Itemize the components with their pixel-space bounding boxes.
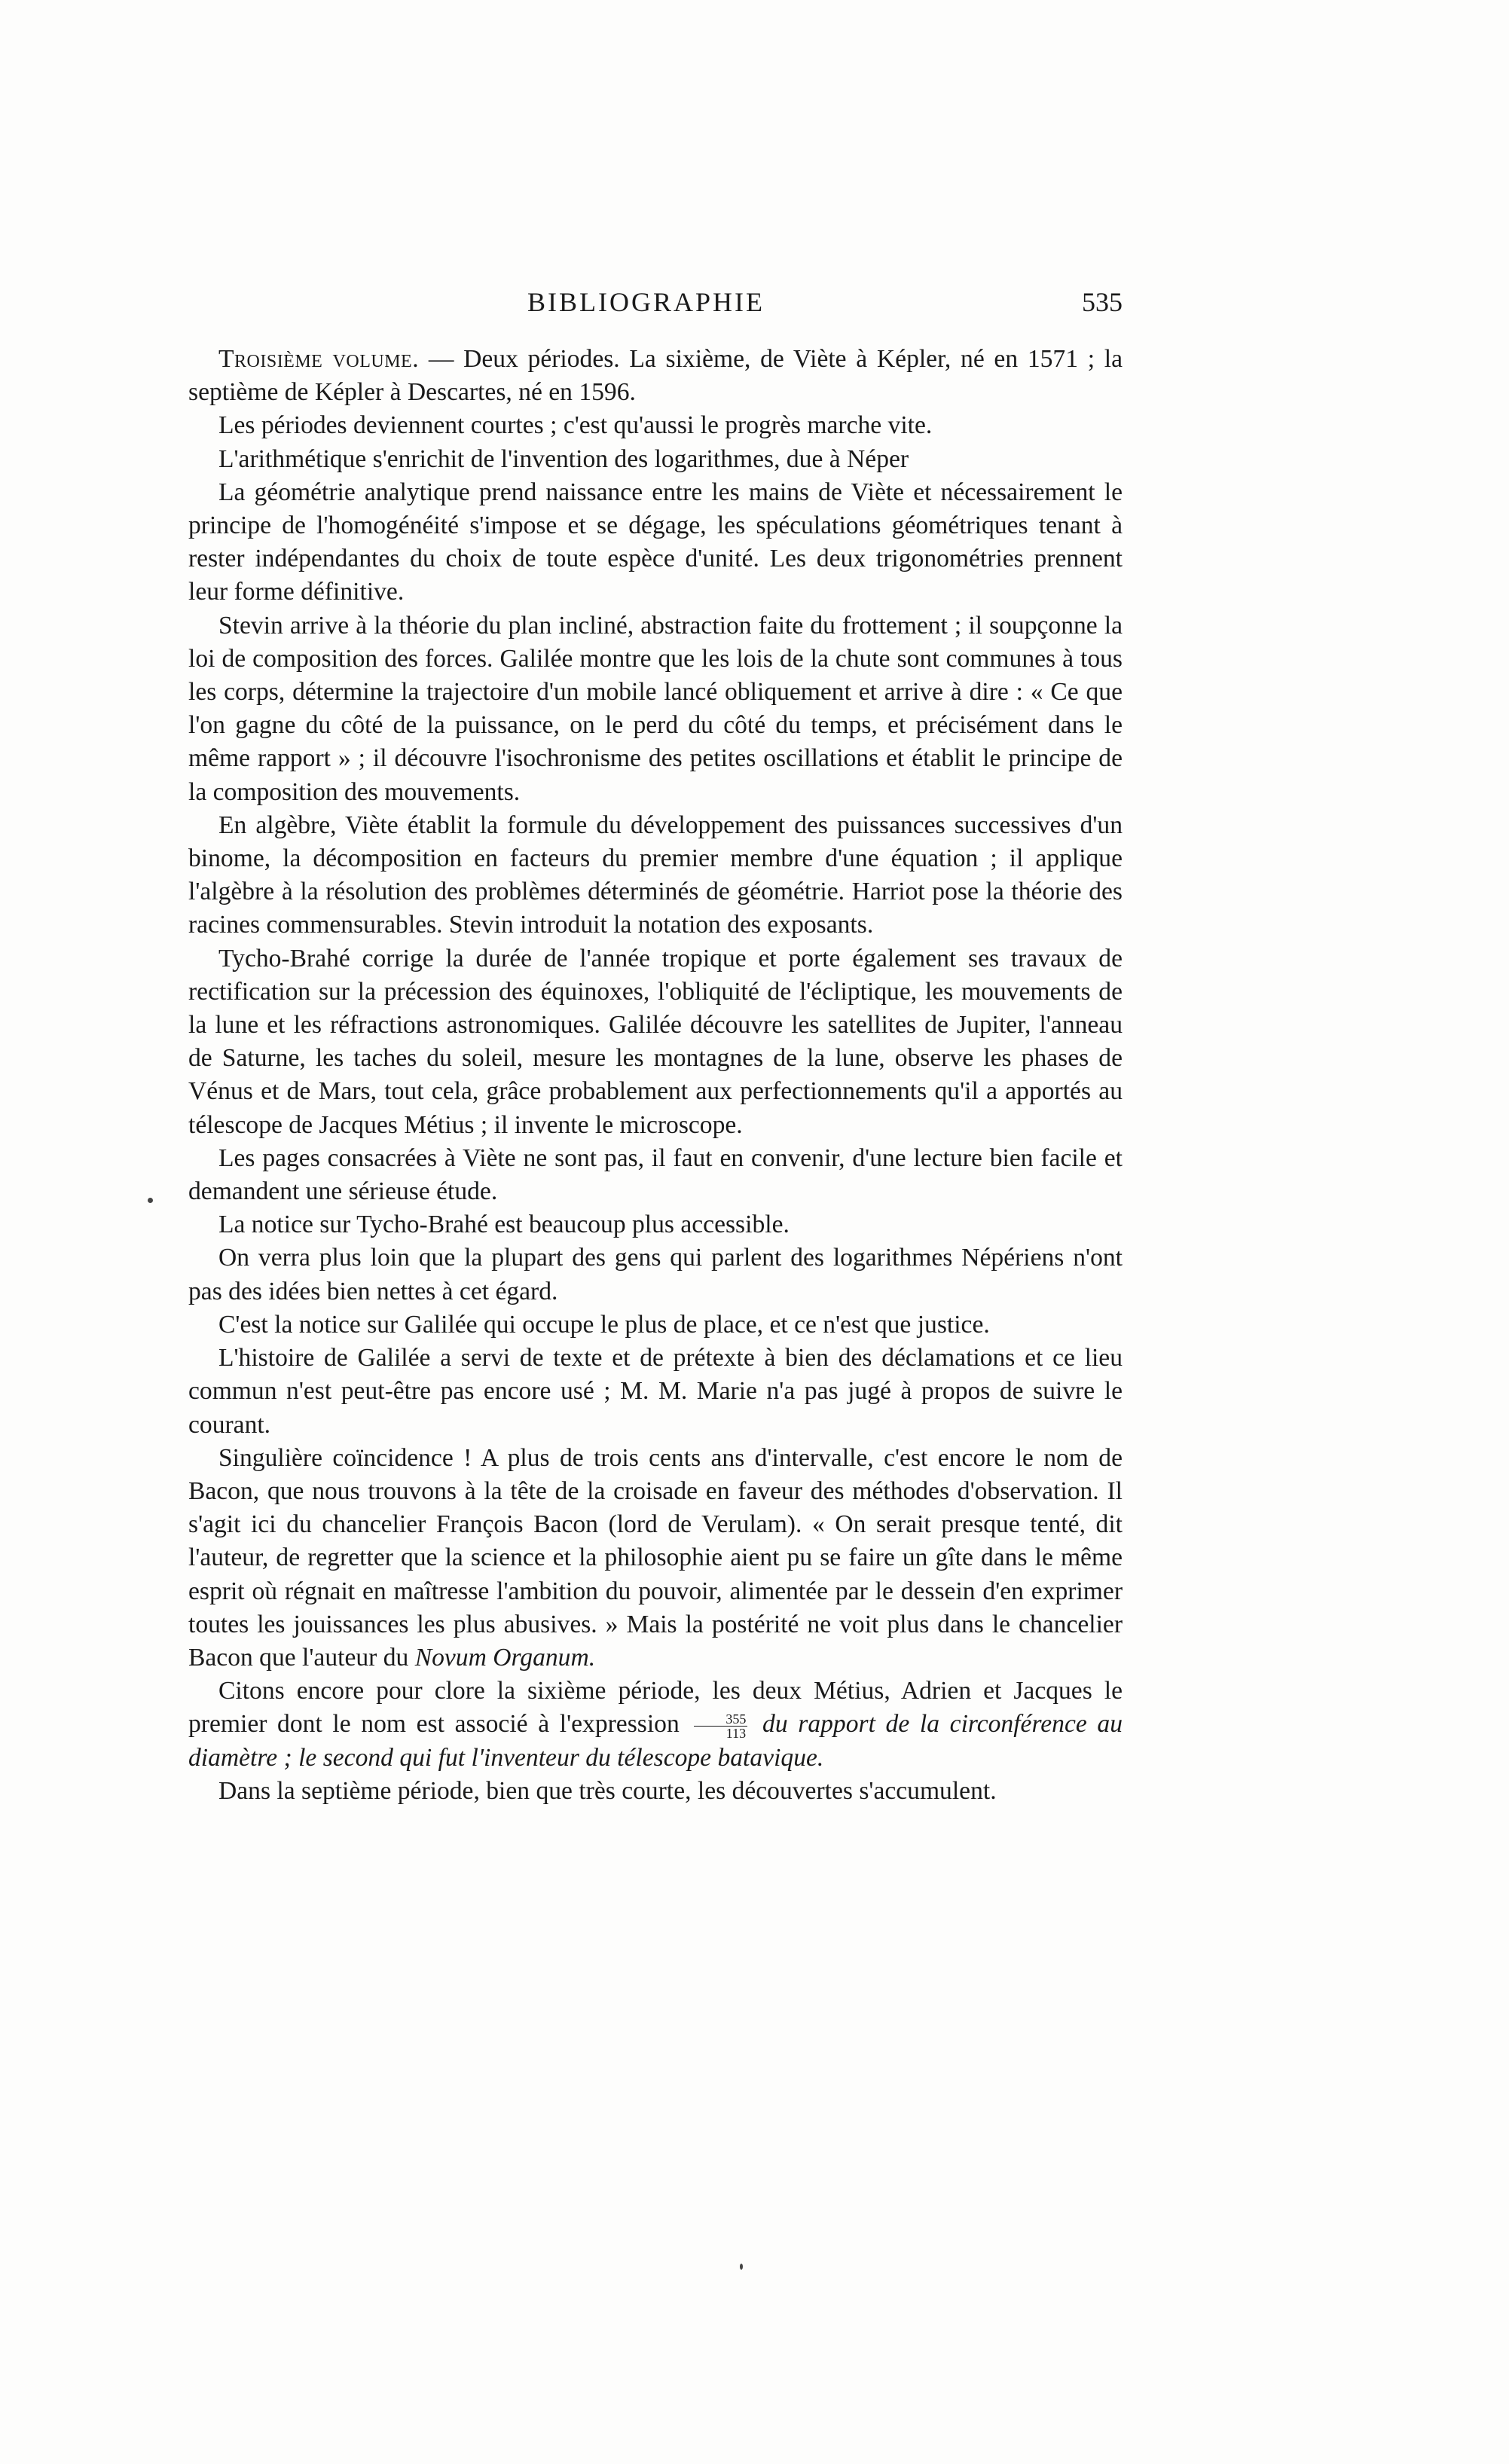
paragraph [188, 1241, 1123, 1308]
paragraph-text: Dans la septième période, bien que très courte, les découvertes s'accumulent. [218, 1776, 997, 1805]
paragraph [188, 942, 1123, 1142]
paragraph-text: Singulière coïncidence ! A plus de trois cents ans d'intervalle, c'est encore le nom de Bacon, que nous trouvons à la tête de la croisade en faveur des méthodes d'observation. Il s'agit ici du chancelier François Bacon (lord de Verulam). « On serait presque tenté, dit l'auteur, de regretter que la science et la philosophie aient pu se faire un gîte dans le même esprit où régnait en maîtresse l'ambition du pouvoir, alimentée par le dessein d'en exprimer toutes les jouissances les plus abusives. » Mais la postérité ne voit plus dans le chancelier Bacon que l'auteur du [188, 1443, 1123, 1672]
paragraph-text: On verra plus loin que la plupart des gens qui parlent des logarithmes Népériens n'ont pas des idées bien nettes à cet égard. [188, 1244, 1123, 1305]
paragraph-text: En algèbre, Viète établit la formule du développement des puissances successives d'un binome, la décomposition en facteurs du premier membre d'une équation ; il applique l'algèbre à la résolution des problèmes déterminés de géométrie. Harriot pose la théorie des racines commensurables. Stevin introduit la notation des exposants. [188, 811, 1123, 939]
paragraph [188, 809, 1123, 942]
paragraph-text: La géométrie analytique prend naissance entre les mains de Viète et nécessairement le principe de l'homogénéité s'impose et se dégage, les spéculations géométriques tenant à rester indépendantes du choix de toute espèce d'unité. Les deux trigonométries prennent leur forme définitive. [188, 478, 1123, 606]
fraction-numerator: 355 [694, 1712, 747, 1727]
paragraph-text: La notice sur Tycho-Brahé est beaucoup plus accessible. [218, 1211, 790, 1239]
paper-speck [740, 2264, 743, 2270]
running-header [188, 286, 1123, 331]
paragraph [188, 1342, 1123, 1442]
paragraph-text: — Deux périodes. La sixième, de Viète à Képler, né en 1571 ; la septième de Képler à Descartes, né en 1596. [188, 345, 1123, 407]
paragraph [188, 1142, 1123, 1208]
paragraph-text: L'histoire de Galilée a servi de texte et de prétexte à bien des déclamations et ce lieu commun n'est peut-être pas encore usé ; M. M. Marie n'a pas jugé à propos de suivre le courant. [188, 1344, 1123, 1439]
paper-speck [148, 1198, 153, 1203]
body-text [188, 343, 1123, 1808]
paragraph-text: du rapport de la circonférence au diamètre ; le second qui fut l'inventeur du télescope batavique. [188, 1710, 1123, 1772]
paragraph-text: Tycho-Brahé corrige la durée de l'année tropique et porte également ses travaux de rectification sur la précession des équinoxes, l'obliquité de l'écliptique, les mouvements de la lune et les réfractions astronomiques. Galilée découvre les satellites de Jupiter, l'anneau de Saturne, les taches du soleil, mesure les montagnes de la lune, observe les phases de Vénus et de Mars, tout cela, grâce probablement aux perfectionnements qu'il a apportés au télescope de Jacques Métius ; il invente le microscope. [188, 944, 1123, 1139]
paragraph [188, 343, 1123, 409]
running-title: BIBLIOGRAPHIE [527, 287, 765, 317]
paragraph [188, 409, 1123, 442]
paragraph-text: Citons encore pour clore la sixième période, les deux Métius, Adrien et Jacques le premier dont le nom est associé à l'expression [188, 1677, 1123, 1739]
paragraph-text: Les périodes deviennent courtes ; c'est qu'aussi le progrès marche vite. [218, 411, 933, 440]
paragraph [188, 1308, 1123, 1342]
fraction [694, 1712, 747, 1740]
paragraph [188, 1442, 1123, 1675]
paragraph-text: C'est la notice sur Galilée qui occupe le plus de place, et ce n'est que justice. [218, 1310, 990, 1339]
paragraph [188, 1675, 1123, 1775]
paragraph-text: L'arithmétique s'enrichit de l'invention des logarithmes, due à Néper [218, 444, 909, 473]
fraction-denominator: 113 [725, 1726, 747, 1742]
paragraph [188, 443, 1123, 476]
paragraph [188, 1775, 1123, 1808]
paragraph [188, 609, 1123, 809]
paragraph-text: Les pages consacrées à Viète ne sont pas, il faut en convenir, d'une lecture bien facile et demandent une sérieuse étude. [188, 1143, 1123, 1206]
paragraph [188, 476, 1123, 609]
page-number: 535 [1082, 287, 1123, 317]
section-label: Troisième volume. [218, 345, 420, 373]
paragraph-text: Stevin arrive à la théorie du plan incliné, abstraction faite du frottement ; il soupçonne la loi de composition des forces. Galilée montre que les lois de la chute sont communes à tous les corps, détermine la trajectoire d'un mobile lancé obliquement et arrive à dire : « Ce que l'on gagne du côté de la puissance, on le perd du côté du temps, et précisément dans le même rapport » ; il découvre l'isochronisme des petites oscillations et établit le principe de la composition des mouvements. [188, 611, 1123, 806]
paragraph [188, 1208, 1123, 1241]
book-title: Novum Organum. [414, 1643, 596, 1672]
